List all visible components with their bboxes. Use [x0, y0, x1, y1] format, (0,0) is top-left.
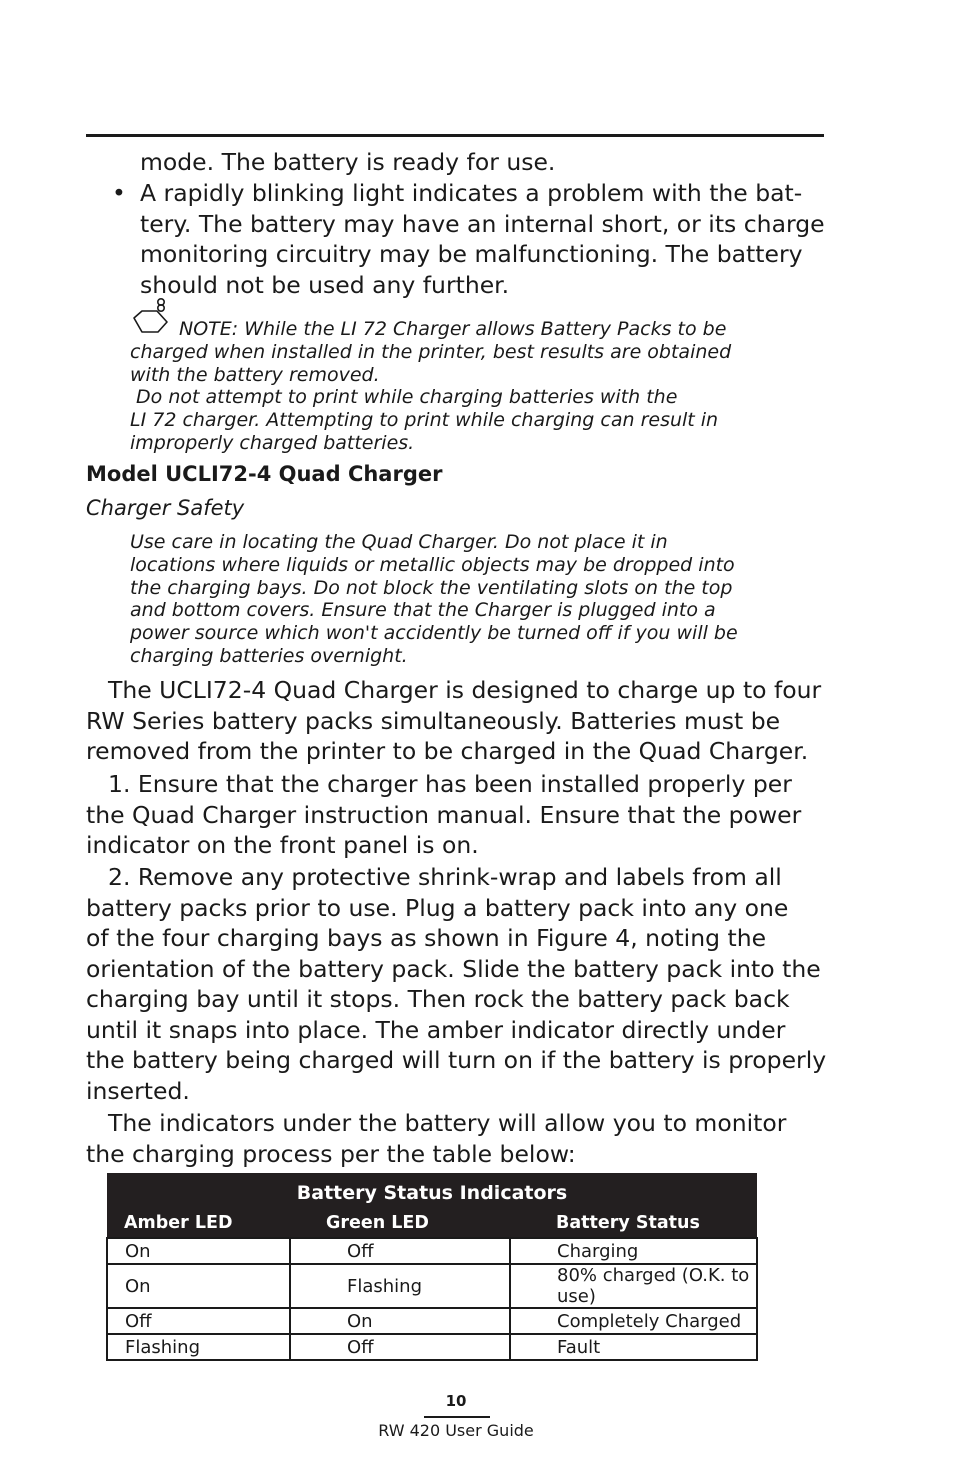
- table-cell: On: [290, 1308, 510, 1334]
- paragraph-line: The indicators under the battery will allow you to monitor: [108, 1109, 787, 1137]
- paragraph-line: The UCLI72-4 Quad Charger is designed to charge up to four: [108, 676, 822, 704]
- paragraph-line: until it snaps into place. The amber indicator directly under: [86, 1015, 786, 1044]
- top-rule: [86, 134, 824, 137]
- safety-line: charging batteries overnight.: [130, 644, 408, 667]
- bullet-line: should not be used any further.: [140, 270, 510, 299]
- table-cell: Off: [290, 1334, 510, 1360]
- table-row: [107, 1264, 757, 1308]
- table-cell: On: [107, 1264, 290, 1308]
- table-row: [107, 1238, 757, 1264]
- bullet-text: [140, 178, 825, 300]
- paragraph-line: battery packs prior to use. Plug a battery pack into any one: [86, 893, 789, 922]
- table-cell: Flashing: [290, 1264, 510, 1308]
- paragraph-step-1: [86, 769, 801, 861]
- table-row: [107, 1308, 757, 1334]
- table-cell: Charging: [510, 1238, 757, 1264]
- battery-status-table: [106, 1173, 758, 1361]
- note-line: charged when installed in the printer, best results are obtained: [130, 340, 732, 363]
- guide-title: RW 420 User Guide: [378, 1421, 534, 1440]
- paragraph-line: orientation of the battery pack. Slide the battery pack into the: [86, 954, 821, 983]
- note-line: NOTE: While the LI 72 Charger allows Battery Packs to be: [179, 318, 727, 340]
- paragraph-line: indicator on the front panel is on.: [86, 831, 479, 859]
- column-header-green-led: Green LED: [326, 1213, 429, 1233]
- paragraph-line: the charging process per the table below:: [86, 1139, 576, 1168]
- paragraph-step-2: [86, 862, 826, 1106]
- page-number: 10: [445, 1392, 467, 1410]
- table-title: Battery Status Indicators: [296, 1182, 568, 1204]
- note-line: with the battery removed.: [130, 363, 380, 386]
- bullet-marker: •: [112, 179, 126, 207]
- table-cell: Fault: [510, 1334, 757, 1360]
- table-cell: Flashing: [107, 1334, 290, 1360]
- paragraph-line: inserted.: [86, 1076, 190, 1105]
- paragraph-line: RW Series battery packs simultaneously. Batteries must be: [86, 706, 781, 735]
- column-header-battery-status: Battery Status: [556, 1213, 700, 1233]
- safety-line: the charging bays. Do not block the ventilating slots on the top: [130, 576, 733, 599]
- table-cell: Off: [107, 1308, 290, 1334]
- table-row: [107, 1334, 757, 1360]
- paragraph-indicators: [86, 1108, 786, 1169]
- paragraph-line: the battery being charged will turn on if the battery is properly: [86, 1046, 827, 1074]
- note-line: Do not attempt to print while charging batteries with the: [130, 386, 678, 409]
- paragraph-line: removed from the printer to be charged in the Quad Charger.: [86, 737, 809, 765]
- note-line: improperly charged batteries.: [130, 431, 415, 454]
- safety-line: power source which won't accidently be turned off if you will be: [130, 622, 738, 645]
- table-cell: Off: [290, 1238, 510, 1264]
- bullet-line: A rapidly blinking light indicates a problem with the bat-: [140, 179, 803, 207]
- table-cell: On: [107, 1238, 290, 1264]
- bullet-line: tery. The battery may have an internal short, or its charge: [140, 209, 825, 238]
- table-cell: Completely Charged: [510, 1308, 757, 1334]
- footer-rule: [424, 1416, 490, 1418]
- paragraph-line: 1. Ensure that the charger has been installed properly per: [108, 770, 792, 798]
- continuation-text: mode. The battery is ready for use.: [140, 148, 556, 176]
- paragraph-line: 2. Remove any protective shrink-wrap and labels from all: [108, 863, 782, 891]
- table-cell: 80% charged (O.K. to use): [510, 1264, 757, 1308]
- paragraph-line: the Quad Charger instruction manual. Ensure that the power: [86, 800, 802, 829]
- note-block: [130, 318, 731, 455]
- table-header-row: [107, 1209, 757, 1238]
- note-line: LI 72 charger. Attempting to print while charging can result in: [130, 409, 719, 432]
- section-heading: Model UCLI72-4 Quad Charger: [86, 462, 443, 486]
- safety-line: Use care in locating the Quad Charger. Do not place it in: [130, 531, 668, 553]
- safety-block: [130, 531, 738, 668]
- paragraph-line: of the four charging bays as shown in Figure 4, noting the: [86, 924, 767, 952]
- column-header-amber-led: Amber LED: [124, 1213, 233, 1233]
- table-title-row: [107, 1173, 757, 1209]
- paragraph-line: charging bay until it stops. Then rock the battery pack back: [86, 985, 790, 1013]
- bullet-line: monitoring circuitry may be malfunctioning. The battery: [140, 240, 803, 268]
- safety-line: and bottom covers. Ensure that the Charger is plugged into a: [130, 599, 716, 622]
- safety-line: locations where liquids or metallic objects may be dropped into: [130, 553, 735, 576]
- subsection-heading: Charger Safety: [86, 496, 245, 520]
- paragraph-intro: [86, 675, 821, 767]
